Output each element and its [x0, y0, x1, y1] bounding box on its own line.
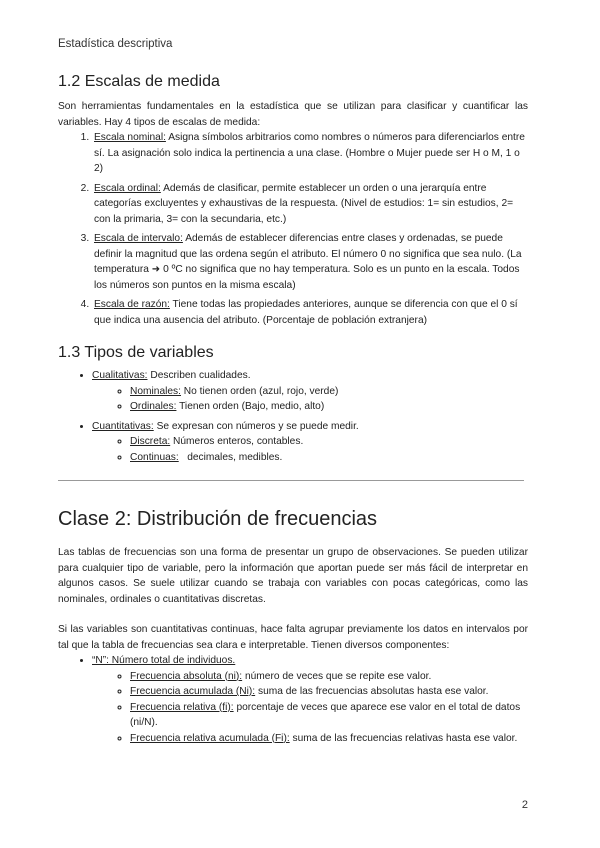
componentes-list: [58, 653, 528, 746]
tipos-list: [58, 368, 528, 465]
list-item-term: Cualitativas:: [92, 370, 148, 381]
page-number: 2: [521, 799, 528, 811]
list-item-text: número de veces que se repite ese valor.: [242, 670, 432, 682]
list-item-term: Ordinales:: [130, 401, 177, 412]
section-escalas: [58, 73, 528, 332]
list-item-term: Cuantitativas:: [92, 420, 154, 432]
chapter-title: Clase 2: Distribución de frecuencias: [58, 508, 378, 530]
list-item: [130, 669, 528, 685]
list-item: [92, 653, 528, 746]
section-tipos: [58, 344, 528, 465]
list-item-term: Escala de razón:: [94, 299, 170, 310]
list-item-text: Además de establecer diferencias entre clases y ordenadas, se puede definir la magnitud que las ordena según el atributo. El número 0 no significa que sea nulo. (La temperatura ➜ 0 ºC no significa que no hay temperatura. Solo es un punto en la escala. Todos los números son puntos en la misma escala): [94, 233, 522, 291]
list-item-text: suma de las frecuencias absolutas hasta ese valor.: [255, 686, 489, 697]
escalas-list: [58, 130, 528, 328]
horizontal-divider: [58, 480, 524, 481]
list-item-text: decimales, medibles.: [178, 451, 283, 463]
clase2-paragraph-2: Si las variables son cuantitativas continuas, hace falta agrupar previamente los datos en intervalos por tal que la tabla de frecuencias sea clara e interpretable. Tienen diversos componentes:: [58, 624, 528, 651]
list-item: [92, 368, 528, 415]
list-item: [92, 130, 528, 177]
list-item: [130, 700, 528, 731]
list-item: [92, 181, 528, 228]
list-item-term: Escala de intervalo:: [94, 233, 183, 244]
list-item: [130, 434, 528, 450]
list-item-text: No tienen orden (azul, rojo, verde): [180, 385, 339, 397]
list-item: [130, 684, 528, 700]
list-item-text: Tienen orden (Bajo, medio, alto): [176, 401, 325, 412]
list-item: [130, 450, 528, 466]
list-item-term: Frecuencia acumulada (Ni):: [130, 686, 256, 697]
sublist: [92, 384, 528, 415]
list-item-term: Frecuencia relativa acumulada (Fi):: [130, 732, 290, 744]
list-item-term: Escala nominal:: [94, 132, 166, 143]
list-item-text: porcentaje de veces que aparece ese valor en el total de datos (ni/N).: [130, 701, 521, 728]
list-item-text: suma de las frecuencias relativas hasta ese valor.: [289, 732, 518, 744]
list-item-text: Además de clasificar, permite establecer un orden o una jerarquía entre categorías excluyentes y exhaustivas de la respuesta. (Nivel de estudios: 1= sin estudios, 2= con la primaria, 3= con la secundaria, etc.): [94, 182, 514, 225]
list-item-term: Nominales:: [130, 385, 181, 397]
list-item: [130, 399, 528, 415]
list-item: [130, 384, 528, 400]
sublist: [92, 669, 528, 747]
section-clase2: [58, 508, 528, 746]
running-header: Estadística descriptiva: [58, 38, 173, 50]
list-item-term: Frecuencia relativa (fi):: [130, 701, 234, 713]
list-item-text: Tiene todas las propiedades anteriores, aunque se diferencia con que el 0 sí que indica una ausencia del atributo. (Porcentaje de población extranjera): [94, 299, 518, 326]
sublist: [92, 434, 528, 465]
list-item-text: Asigna símbolos arbitrarios como nombres o números para diferenciarlos entre sí. La asignación solo indica la pertinencia a una clase. (Hombre o Mujer puede ser H o M, 1 o 2): [94, 132, 525, 174]
section-title-escalas: 1.2 Escalas de medida: [58, 73, 220, 90]
list-item-term: Discreta:: [130, 436, 171, 447]
clase2-paragraph-1: Las tablas de frecuencias son una forma de presentar un grupo de observaciones. Se pueden utilizar para cualquier tipo de variable, pero la información que aportan puede ser más fácil de interpretar en algunos casos. Se suele utilizar cuando se trabaja con variables con pocas categóricas, como las nominales, ordinales o cuantitativas discretas.: [58, 547, 528, 605]
list-item-text: Se expresan con números y se puede medir.: [153, 420, 359, 432]
section-title-tipos: 1.3 Tipos de variables: [58, 344, 214, 361]
list-item-term: Escala ordinal:: [94, 182, 161, 194]
list-item-text: Describen cualidades.: [147, 370, 251, 381]
list-item: [92, 419, 528, 466]
escalas-intro: Son herramientas fundamentales en la estadística que se utilizan para clasificar y cuantificar las variables. Hay 4 tipos de escalas de medida:: [58, 101, 528, 128]
list-item-term: Continuas:: [130, 451, 179, 463]
list-item: [92, 297, 528, 328]
list-item-term: Frecuencia absoluta (ni):: [130, 670, 243, 682]
list-item-term: “N”: Número total de individuos.: [92, 655, 236, 666]
list-item: [130, 731, 528, 747]
list-item-text: Números enteros, contables.: [170, 436, 304, 447]
list-item: [92, 231, 528, 293]
